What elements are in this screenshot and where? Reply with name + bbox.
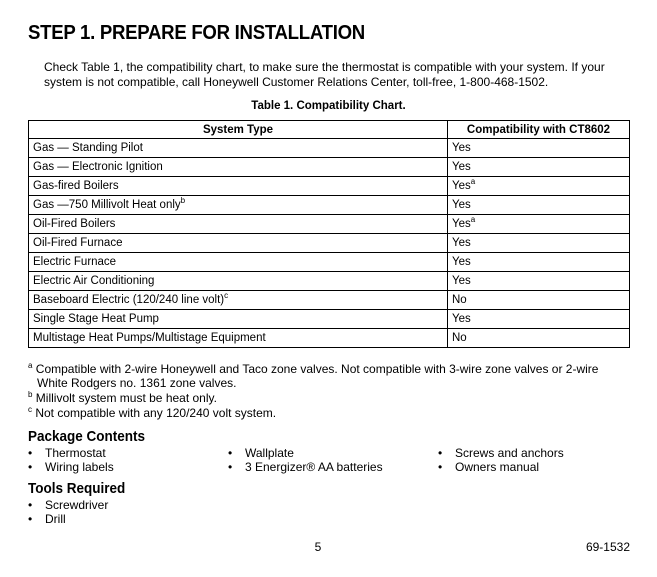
item-label: Wiring labels (45, 460, 114, 474)
compatibility-text: Yes (452, 237, 471, 249)
tools-list (28, 498, 108, 526)
system-type-text: Oil-Fired Furnace (33, 237, 123, 249)
table-row (29, 310, 630, 329)
table-body (29, 139, 630, 348)
system-type-text: Gas — Electronic Ignition (33, 161, 163, 173)
item-label: Owners manual (455, 460, 540, 474)
table-row (29, 158, 630, 177)
bullet-icon: • (28, 446, 33, 460)
list-item (228, 446, 383, 460)
table-row (29, 272, 630, 291)
system-type-text: Gas — Standing Pilot (33, 142, 143, 154)
footnote-mark: c (28, 405, 32, 414)
footnote-c (28, 406, 628, 420)
system-type-cell (29, 291, 448, 310)
system-type-text: Multistage Heat Pumps/Multistage Equipment (33, 332, 266, 344)
footnote-ref: b (180, 196, 186, 206)
compatibility-text: Yes (452, 218, 471, 230)
compatibility-cell (448, 272, 630, 291)
table-title: Table 1. Compatibility Chart. (251, 100, 406, 112)
compatibility-cell (448, 291, 630, 310)
compatibility-text: No (452, 332, 467, 344)
system-type-text: Single Stage Heat Pump (33, 313, 159, 325)
compatibility-text: Yes (452, 180, 471, 192)
compatibility-text: Yes (452, 313, 471, 325)
system-type-text: Gas —750 Millivolt Heat only (33, 199, 181, 211)
footnote-a (28, 362, 628, 390)
list-item (228, 460, 383, 474)
intro-paragraph: Check Table 1, the compatibility chart, to make sure the thermostat is compatible with your system. If your system is not compatible, call Honeywell Customer Relations Center, toll-free, 1-800-468-1502. (44, 60, 605, 89)
footnote-ref: a (470, 215, 476, 225)
table-row (29, 291, 630, 310)
compatibility-cell (448, 139, 630, 158)
tools-required-heading: Tools Required (28, 480, 126, 497)
page-heading: STEP 1. PREPARE FOR INSTALLATION (28, 22, 365, 44)
compatibility-text: No (452, 294, 467, 306)
compatibility-cell (448, 158, 630, 177)
system-type-text: Oil-Fired Boilers (33, 218, 116, 230)
bullet-icon: • (28, 512, 33, 526)
system-type-cell (29, 329, 448, 348)
footnotes (28, 362, 628, 421)
compatibility-text: Yes (452, 256, 471, 268)
table-row (29, 234, 630, 253)
table-row (29, 177, 630, 196)
header-system-type: System Type (29, 121, 448, 139)
system-type-cell (29, 234, 448, 253)
system-type-cell (29, 215, 448, 234)
footnote-mark: b (28, 390, 33, 399)
package-list-col-1 (28, 446, 114, 474)
compatibility-cell (448, 310, 630, 329)
system-type-cell (29, 158, 448, 177)
footnote-b (28, 391, 628, 405)
compatibility-text: Yes (452, 275, 471, 287)
system-type-cell (29, 310, 448, 329)
package-list-col-3 (438, 446, 564, 474)
system-type-cell (29, 253, 448, 272)
bullet-icon: • (28, 460, 33, 474)
system-type-text: Electric Furnace (33, 256, 117, 268)
package-contents-heading: Package Contents (28, 428, 146, 445)
table-row (29, 196, 630, 215)
system-type-cell (29, 272, 448, 291)
bullet-icon: • (438, 446, 443, 460)
item-label: Screwdriver (45, 498, 109, 512)
compatibility-cell (448, 253, 630, 272)
system-type-cell (29, 196, 448, 215)
list-item (438, 446, 564, 460)
item-label: 3 Energizer® AA batteries (245, 460, 383, 474)
compatibility-cell (448, 177, 630, 196)
bullet-icon: • (228, 460, 233, 474)
footnote-mark: a (28, 361, 33, 370)
system-type-cell (29, 139, 448, 158)
table-header-row (29, 121, 630, 139)
bullet-icon: • (438, 460, 443, 474)
table-row (29, 329, 630, 348)
footnote-ref: a (470, 177, 476, 187)
system-type-cell (29, 177, 448, 196)
compatibility-cell (448, 329, 630, 348)
table-row (29, 215, 630, 234)
footnote-ref: c (224, 291, 229, 301)
compatibility-text: Yes (452, 199, 471, 211)
list-item (28, 446, 114, 460)
footnote-text: Millivolt system must be heat only. (32, 391, 217, 405)
footnote-text: Compatible with 2-wire Honeywell and Taco zone valves. Not compatible with 3-wire zone valves or 2-wire White Rodgers no. 1361 zone valves. (32, 362, 599, 390)
page-number: 5 (314, 540, 322, 554)
list-item (28, 498, 108, 512)
list-item (28, 460, 114, 474)
compatibility-table (28, 120, 630, 348)
footnote-text: Not compatible with any 120/240 volt system. (32, 406, 277, 420)
document-code: 69-1532 (585, 540, 630, 554)
package-list-col-2 (228, 446, 383, 474)
compatibility-text: Yes (452, 142, 471, 154)
system-type-text: Gas-fired Boilers (33, 180, 119, 192)
table-row (29, 253, 630, 272)
header-compatibility: Compatibility with CT8602 (448, 121, 630, 139)
item-label: Drill (45, 512, 66, 526)
list-item (438, 460, 564, 474)
system-type-text: Electric Air Conditioning (33, 275, 155, 287)
system-type-text: Baseboard Electric (120/240 line volt) (33, 294, 225, 306)
bullet-icon: • (28, 498, 33, 512)
item-label: Screws and anchors (455, 446, 564, 460)
item-label: Thermostat (45, 446, 106, 460)
table-row (29, 139, 630, 158)
compatibility-cell (448, 215, 630, 234)
item-label: Wallplate (245, 446, 294, 460)
list-item (28, 512, 108, 526)
compatibility-cell (448, 234, 630, 253)
compatibility-cell (448, 196, 630, 215)
compatibility-text: Yes (452, 161, 471, 173)
bullet-icon: • (228, 446, 233, 460)
